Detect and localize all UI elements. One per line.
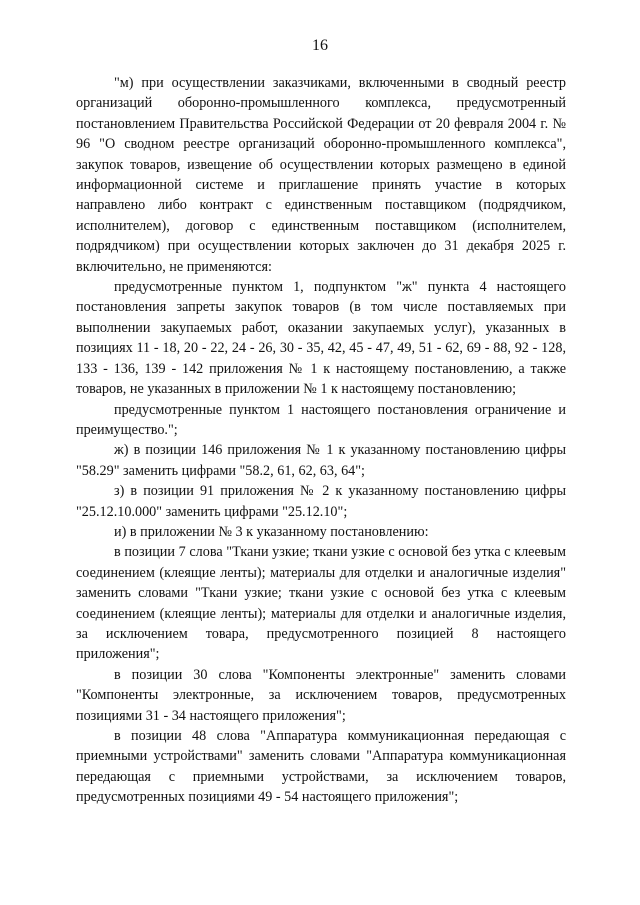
paragraph-zh: ж) в позиции 146 приложения № 1 к указанному постановлению цифры "58.29" заменить цифрами "58.2, 61, 62, 63, 64"; xyxy=(76,442,566,479)
paragraph-position-48: в позиции 48 слова "Аппаратура коммуникационная передающая с приемными устройствами" заменить словами "Аппаратура коммуникационная передающая с приемными устройствами, за исключением товаров, предусмотренных позициями 49 - 54 настоящего приложения"; xyxy=(76,728,566,806)
paragraph-restriction: предусмотренные пунктом 1 настоящего постановления ограничение и преимущество."; xyxy=(76,401,566,438)
paragraph-z: з) в позиции 91 приложения № 2 к указанному постановлению цифры "25.12.10.000" заменить цифрами "25.12.10"; xyxy=(76,483,566,520)
paragraph-i: и) в приложении № 3 к указанному постановлению: xyxy=(114,523,429,540)
paragraph-position-30: в позиции 30 слова "Компоненты электронные" заменить словами "Компоненты электронные, за исключением товаров, предусмотренных позициями 31 - 34 настоящего приложения"; xyxy=(76,666,566,724)
document-body xyxy=(76,73,566,808)
paragraph-prohibitions: предусмотренные пунктом 1, подпунктом "ж" пункта 4 настоящего постановления запреты закупок товаров (в том числе поставляемых при выполнении закупаемых работ, оказании закупаемых услуг), указанных в позициях 11 - 18, 20 - 22, 24 - 26, 30 - 35, 42, 45 - 47, 49, 51 - 62, 69 - 88, 92 - 128, 133 - 136, 139 - 142 приложения № 1 к настоящему постановлению, а также товаров, не указанных в приложении № 1 к настоящему постановлению; xyxy=(76,279,566,398)
paragraph-position-7: в позиции 7 слова "Ткани узкие; ткани узкие с основой без утка с клеевым соединением (клеящие ленты); материалы для отделки и аналогичные изделия" заменить словами "Ткани узкие; ткани узкие с основой без утка с клеевым соединением (клеящие ленты); материалы для отделки и аналогичные изделия, за исключением товара, предусмотренного позицией 8 настоящего приложения"; xyxy=(76,544,566,663)
paragraph-m: "м) при осуществлении заказчиками, включенными в сводный реестр организаций оборонно-промышленного комплекса, предусмотренный постановлением Правительства Российской Федерации от 20 февраля 2004 г. № 96 "О сводном реестре организаций оборонно-промышленного комплекса", закупок товаров, извещение об осуществлении которых размещено в единой информационной системе и приглашение принять участие в которых направлено либо контракт с единственным поставщиком (подрядчиком, исполнителем), договор с единственным поставщиком (исполнителем, подрядчиком) при осуществлении которых заключен до 31 декабря 2025 г. включительно, не применяются: xyxy=(76,75,566,275)
page-number: 16 xyxy=(312,37,328,54)
